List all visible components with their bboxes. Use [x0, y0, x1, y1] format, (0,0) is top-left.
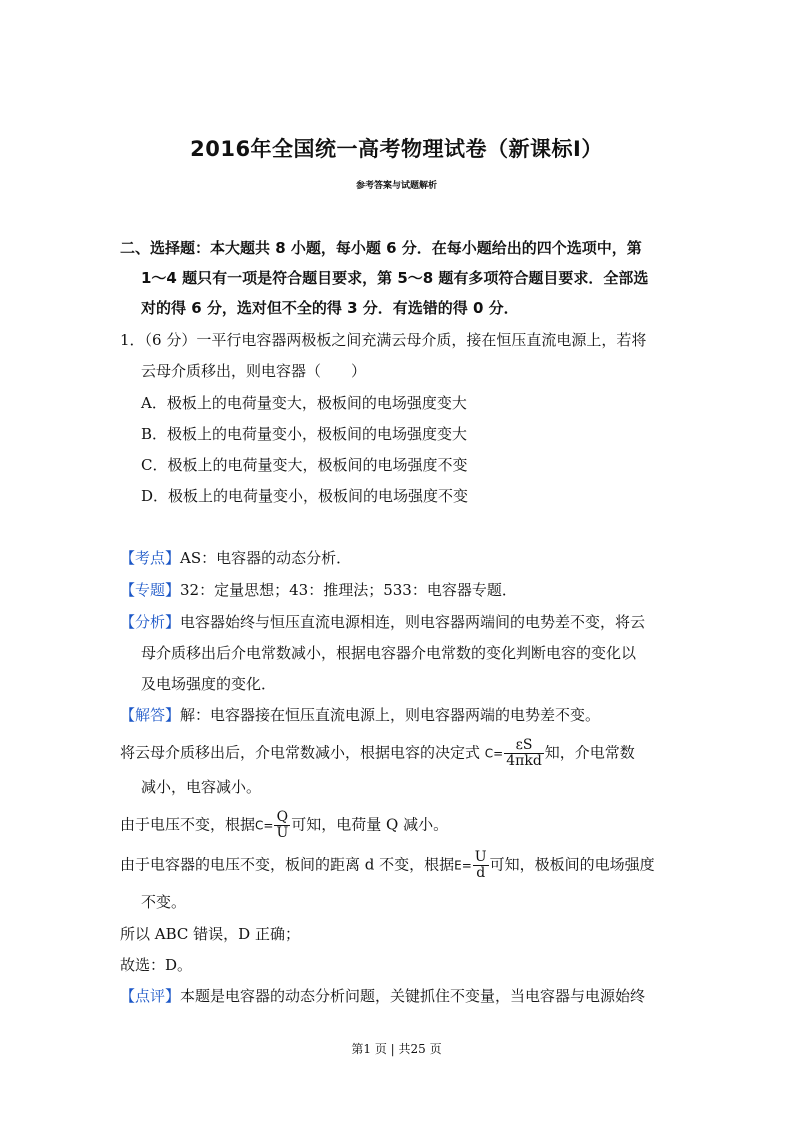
- formula-field-lhs: E=: [454, 858, 472, 873]
- dianping-text: 本题是电容器的动态分析问题，关键抓住不变量，当电容器与电源始终: [180, 987, 646, 1005]
- formula-capacitance-numerator: εS: [504, 738, 544, 754]
- option-c: C．极板上的电荷量变大，极板间的电场强度不变: [141, 456, 468, 474]
- option-b: B．极板上的电荷量变小，极板间的电场强度变大: [141, 425, 468, 443]
- formula-field-denominator: d: [476, 865, 486, 881]
- jieda-line-4: [120, 810, 448, 841]
- jieda-text-line-2b: 知，介电常数: [544, 743, 635, 762]
- jieda-text-line-7: 所以 ABC 错误，D 正确；: [120, 925, 300, 943]
- page-title: 2016年全国统一高考物理试卷（新课标Ⅰ）: [190, 137, 603, 161]
- formula-capacitance-lhs: C=: [484, 746, 504, 761]
- fenxi-tag: 【分析】: [120, 613, 181, 631]
- zhuanti-row: [120, 580, 517, 600]
- jieda-text-line-8: 故选：D。: [120, 956, 193, 974]
- section-instruction-line-1: 二、选择题：本大题共 8 小题，每小题 6 分．在每小题给出的四个选项中，第: [120, 239, 642, 257]
- option-a: A．极板上的电荷量变大，极板间的电场强度变大: [141, 394, 467, 412]
- formula-charge-numerator: Q: [274, 810, 290, 826]
- formula-charge-denominator: U: [276, 825, 289, 841]
- option-d: D．极板上的电荷量变小，极板间的电场强度不变: [141, 487, 469, 505]
- page-footer: 第1 页 | 共25 页: [351, 1042, 442, 1056]
- jieda-text-line-5b: 可知，极板间的电场强度: [489, 855, 655, 874]
- formula-field-fraction: [473, 850, 489, 881]
- fenxi-text-line-2: 母介质移出后介电常数减小，根据电容器介电常数的变化判断电容的变化以: [141, 644, 637, 662]
- jieda-line-2: [120, 738, 635, 769]
- kaodian-tag: 【考点】: [120, 549, 181, 567]
- kaodian-text: AS：电容器的动态分析．: [180, 549, 352, 567]
- formula-field-numerator: U: [474, 849, 487, 865]
- dianping-row: [120, 986, 645, 1006]
- question-stem-line-2: 云母介质移出，则电容器（ ）: [141, 362, 367, 380]
- jieda-text-line-5a: 由于电容器的电压不变，板间的距离 d 不变，根据: [120, 855, 455, 874]
- kaodian-row: [120, 548, 351, 568]
- jieda-text-line-2a: 将云母介质移出后，介电常数减小，根据电容的决定式: [120, 743, 481, 762]
- fenxi-text-line-1: 电容器始终与恒压直流电源相连，则电容器两端间的电势差不变，将云: [180, 613, 646, 631]
- section-instruction-line-3: 对的得 6 分，选对但不全的得 3 分．有选错的得 0 分．: [141, 299, 519, 317]
- question-stem-line-1: 1．（6 分）一平行电容器两极板之间充满云母介质，接在恒压直流电源上，若将: [120, 331, 647, 349]
- formula-capacitance-fraction: [504, 738, 544, 769]
- zhuanti-text: 32：定量思想；43：推理法；533：电容器专题．: [180, 581, 517, 599]
- jieda-text-line-4a: 由于电压不变，根据: [120, 815, 256, 834]
- fenxi-row: [120, 612, 645, 632]
- jieda-text-line-3: 减小，电容减小。: [141, 778, 262, 796]
- fenxi-text-line-3: 及电场强度的变化．: [141, 675, 277, 693]
- dianping-tag: 【点评】: [120, 987, 181, 1005]
- formula-charge-lhs: C=: [255, 818, 274, 833]
- jieda-text-line-1: 解：电容器接在恒压直流电源上，则电容器两端的电势差不变。: [180, 706, 601, 724]
- jieda-line-5: [120, 850, 655, 881]
- jieda-text-line-4b: 可知，电荷量 Q 减小。: [291, 815, 449, 834]
- formula-charge-fraction: [274, 810, 290, 841]
- jieda-tag: 【解答】: [120, 706, 181, 724]
- jieda-row: [120, 705, 600, 725]
- page-subtitle: 参考答案与试题解析: [355, 181, 437, 191]
- zhuanti-tag: 【专题】: [120, 581, 181, 599]
- formula-capacitance-denominator: 4πkd: [506, 753, 542, 769]
- section-instruction-line-2: 1～4 题只有一项是符合题目要求，第 5～8 题有多项符合题目要求．全部选: [141, 269, 649, 287]
- jieda-text-line-6: 不变。: [141, 893, 187, 911]
